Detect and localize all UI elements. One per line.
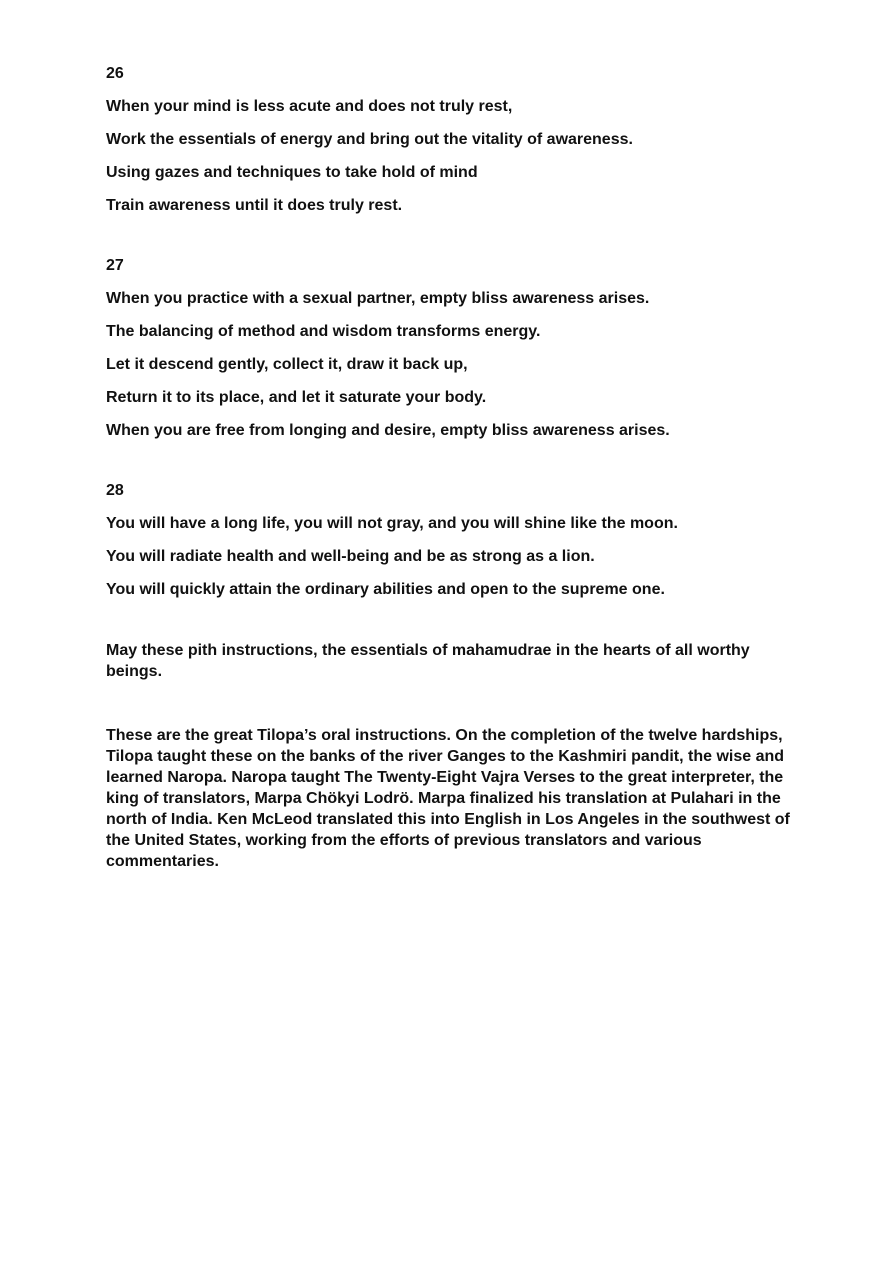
verse-28 — [106, 481, 796, 600]
verse-line: When you practice with a sexual partner, empty bliss awareness arises. — [106, 290, 650, 307]
verse-line: You will have a long life, you will not gray, and you will shine like the moon. — [106, 515, 678, 532]
verse-number: 26 — [106, 65, 124, 82]
verse-27 — [106, 256, 796, 441]
verse-number: 28 — [106, 482, 124, 499]
verse-line: Train awareness until it does truly rest. — [106, 197, 403, 214]
document-page — [106, 64, 796, 872]
verse-line: Work the essentials of energy and bring out the vitality of awareness. — [106, 131, 633, 148]
verse-number: 27 — [106, 257, 124, 274]
verse-line: Return it to its place, and let it saturate your body. — [106, 389, 487, 406]
verse-line: You will quickly attain the ordinary abilities and open to the supreme one. — [106, 581, 665, 598]
colophon-paragraph: These are the great Tilopa’s oral instructions. On the completion of the twelve hardships, Tilopa taught these on the banks of the river Ganges to the Kashmiri pandit, the wise and learned Naropa. Naropa taught The Twenty-Eight Vajra Verses to the great interpreter, the king of translators, Marpa Chökyi Lodrö. Marpa finalized his translation at Pulahari in the north of India. Ken McLeod translated this into English in Los Angeles in the southwest of the United States, working from the efforts of previous translators and various commentaries. — [106, 727, 790, 870]
verse-26 — [106, 64, 796, 216]
verse-line: Using gazes and techniques to take hold of mind — [106, 164, 478, 181]
verse-line: When your mind is less acute and does not truly rest, — [106, 98, 513, 115]
dedication-paragraph: May these pith instructions, the essentials of mahamudrae in the hearts of all worthy beings. — [106, 642, 750, 680]
verse-line: When you are free from longing and desire, empty bliss awareness arises. — [106, 422, 670, 439]
verse-line: You will radiate health and well-being and be as strong as a lion. — [106, 548, 595, 565]
verse-line: Let it descend gently, collect it, draw it back up, — [106, 356, 468, 373]
verse-line: The balancing of method and wisdom transforms energy. — [106, 323, 541, 340]
